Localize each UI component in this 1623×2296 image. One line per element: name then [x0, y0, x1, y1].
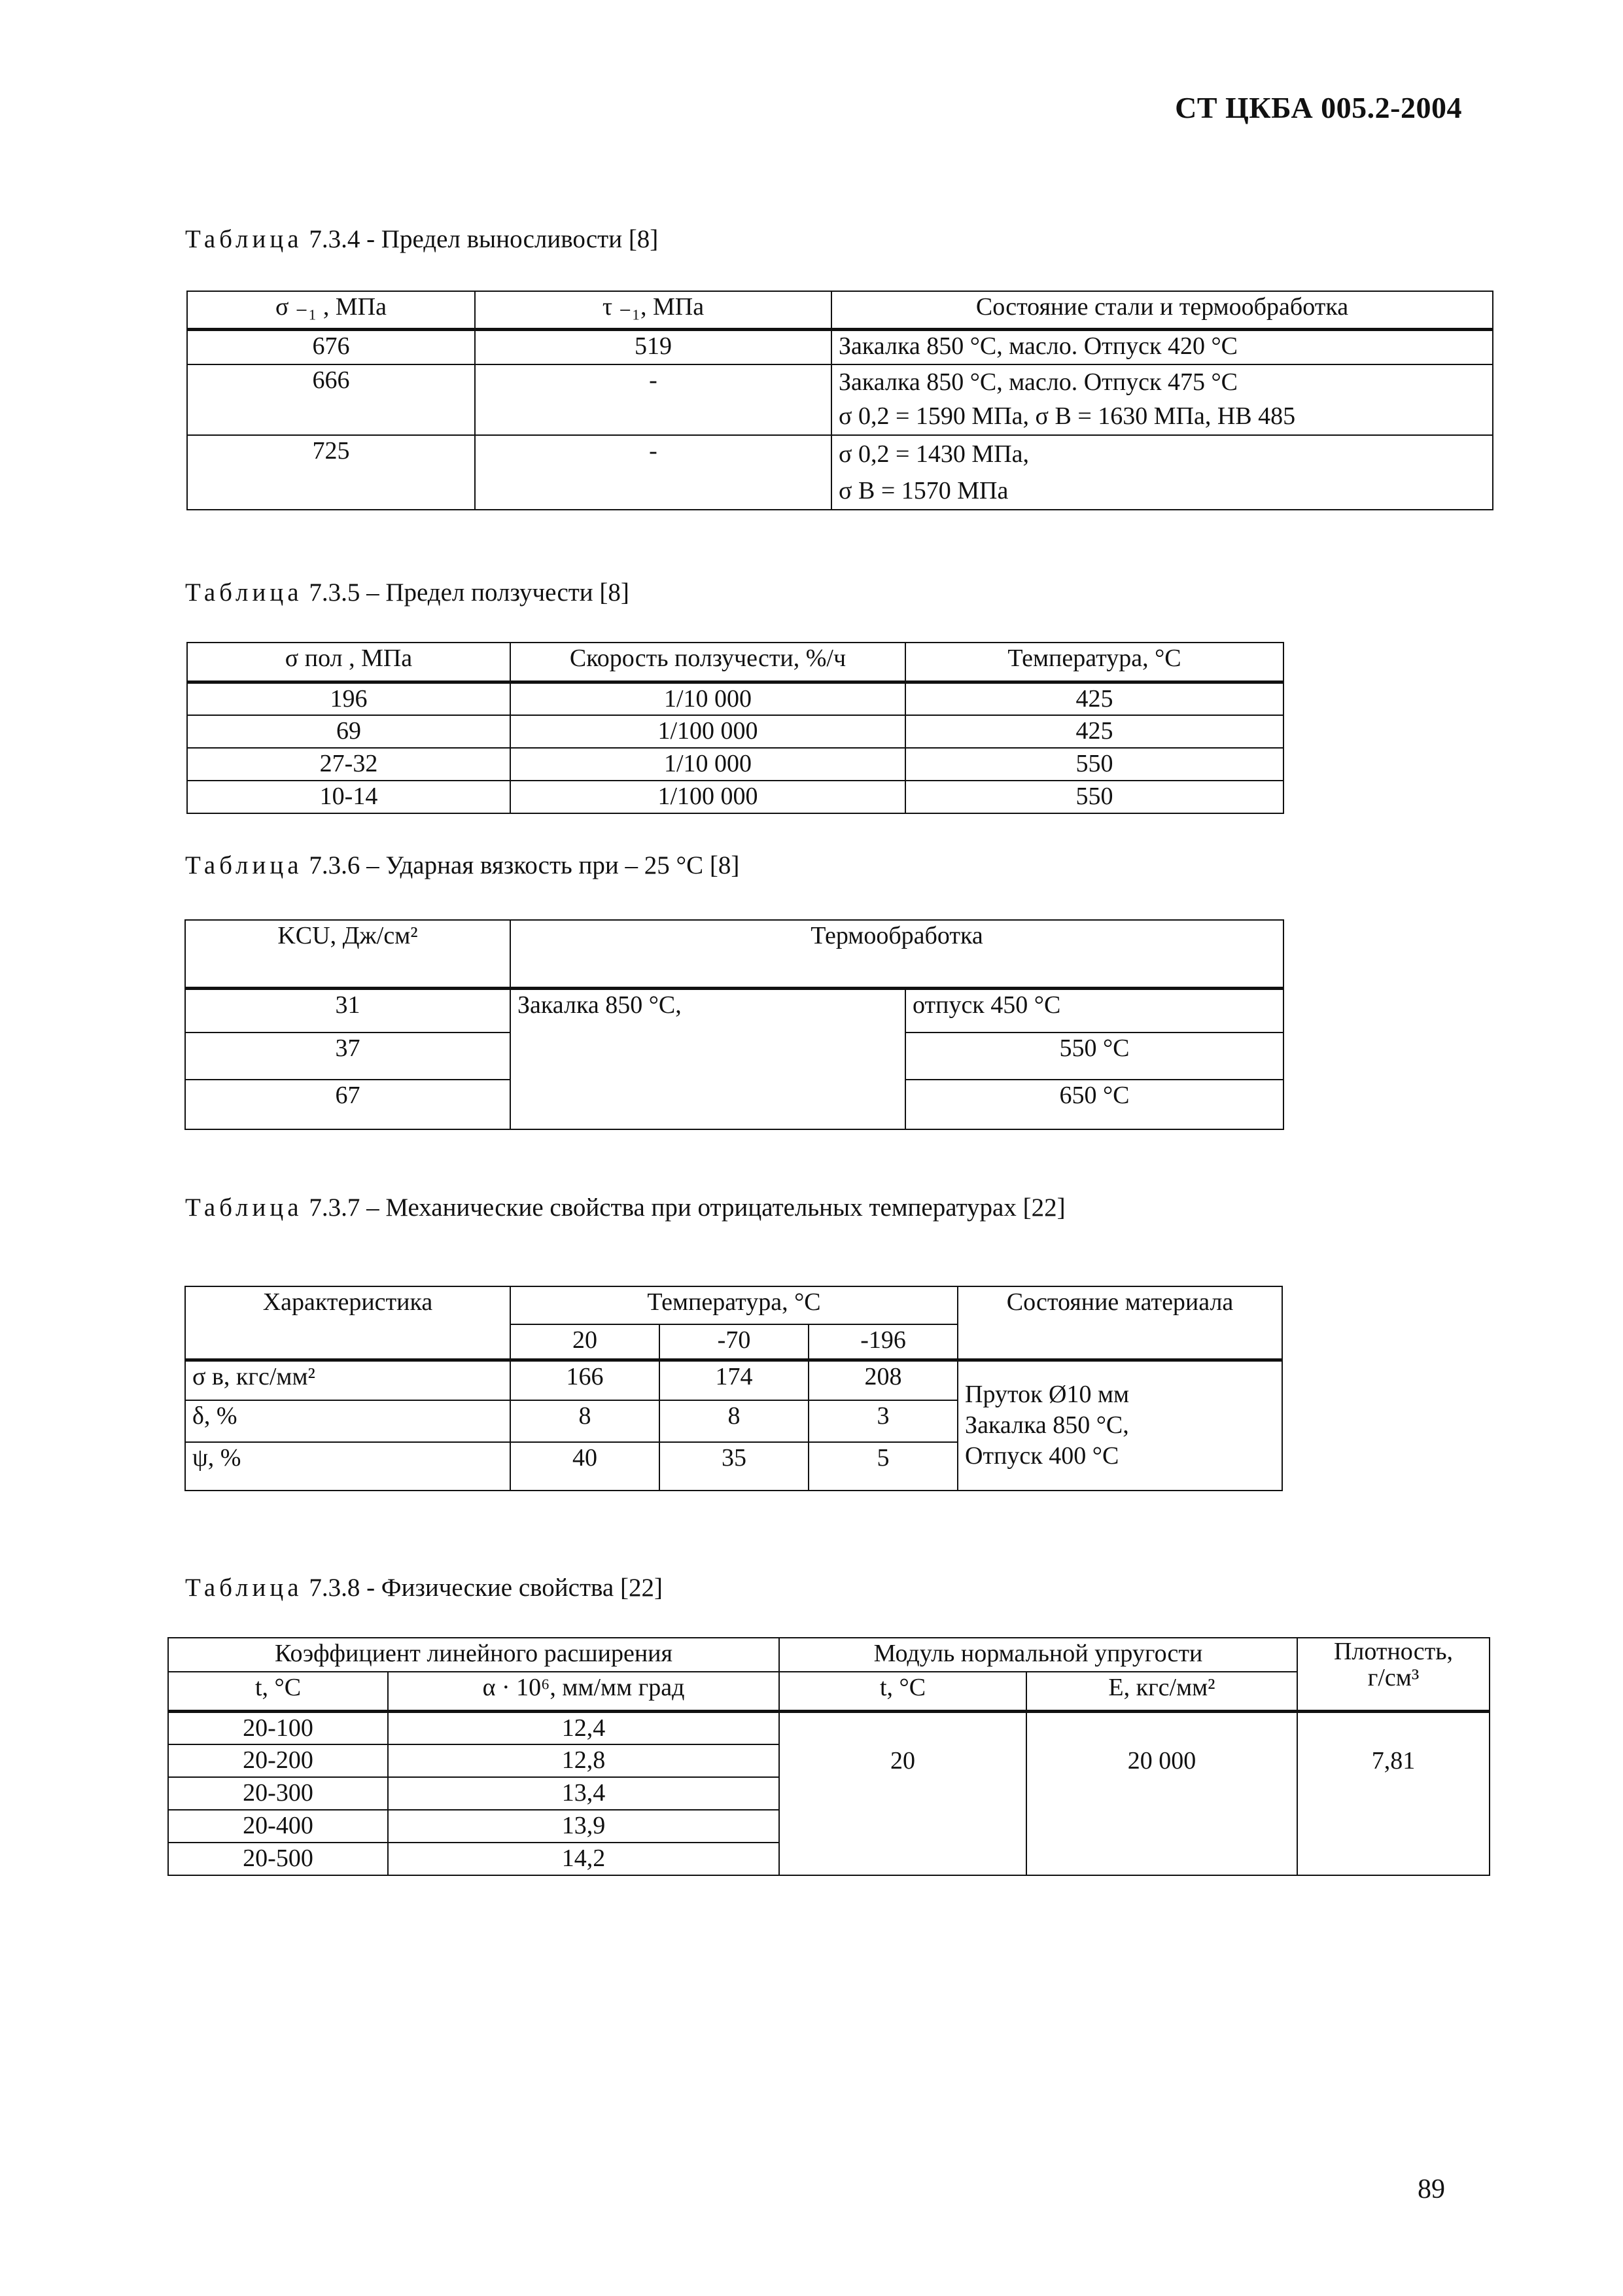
- header-characteristic: Характеристика: [185, 1286, 510, 1360]
- header-density-unit: г/см³: [1367, 1664, 1420, 1691]
- cell-mod-t: 20: [779, 1711, 1026, 1875]
- cell-sigma: 666: [187, 364, 475, 435]
- cell-value: 5: [809, 1442, 958, 1491]
- table-row: [185, 988, 1283, 1033]
- caption-title: 7.3.6 – Ударная вязкость при – 25 °С [8]: [309, 851, 740, 879]
- cell-value: 174: [659, 1360, 809, 1400]
- cell-state-line: Закалка 850 °С, масло. Отпуск 475 °С: [839, 368, 1238, 396]
- header-temperature: Температура, °С: [510, 1286, 958, 1324]
- header-material-state: Состояние материала: [958, 1286, 1282, 1360]
- cell-state-line: σ 0,2 = 1430 МПа,: [839, 440, 1030, 468]
- table-row: [185, 1360, 1282, 1400]
- cell-state-line: σ В = 1570 МПа: [839, 477, 1009, 504]
- cell: 425: [905, 715, 1283, 748]
- cell-value: 208: [809, 1360, 958, 1400]
- cell-mod-e: 20 000: [1026, 1711, 1297, 1875]
- table-7-3-8: [167, 1637, 1490, 1876]
- cell-sigma: 676: [187, 329, 475, 364]
- caption-label: Таблица: [185, 578, 303, 607]
- table-row: [187, 748, 1283, 781]
- cell: 425: [905, 682, 1283, 715]
- cell: 1/100 000: [510, 781, 905, 813]
- header-t2: t, °С: [779, 1672, 1026, 1711]
- header-temp-value: 20: [510, 1324, 659, 1360]
- cell-alpha: 12,8: [388, 1744, 779, 1777]
- cell-state: [831, 435, 1493, 510]
- cell-density: 7,81: [1297, 1711, 1490, 1875]
- cell-tau: 519: [475, 329, 831, 364]
- header-temperature: Температура, °С: [905, 643, 1283, 682]
- caption-label: Таблица: [185, 1193, 303, 1222]
- cell: 1/10 000: [510, 682, 905, 715]
- table-7-3-5: [186, 642, 1284, 814]
- cell-temp-range: 20-200: [168, 1744, 388, 1777]
- cell: 10-14: [187, 781, 510, 813]
- header-sigma-creep: σ пол , МПа: [187, 643, 510, 682]
- cell-value: 166: [510, 1360, 659, 1400]
- page-number: 89: [1418, 2174, 1445, 2204]
- header-kcu: KCU, Дж/см²: [185, 920, 510, 988]
- header-state: Состояние стали и термообработка: [831, 291, 1493, 329]
- cell-sigma: 725: [187, 435, 475, 510]
- cell-kcu: 67: [185, 1080, 510, 1129]
- cell-state-line: σ 0,2 = 1590 МПа, σ В = 1630 МПа, НВ 485: [839, 402, 1296, 430]
- caption-label: Таблица: [185, 1574, 303, 1602]
- header-expansion-coef: Коэффициент линейного расширения: [168, 1638, 779, 1672]
- cell-state: [831, 329, 1493, 364]
- cell: 550: [905, 748, 1283, 781]
- header-density: [1297, 1638, 1490, 1711]
- cell-value: 8: [510, 1400, 659, 1442]
- table-row: [187, 781, 1283, 813]
- header-temp-value: -70: [659, 1324, 809, 1360]
- table-7-3-7: [184, 1286, 1283, 1491]
- header-tau: τ ₋₁, МПа: [475, 291, 831, 329]
- table-7-3-5-caption: [185, 578, 629, 607]
- cell-value: 40: [510, 1442, 659, 1491]
- cell-temper: отпуск 450 °С: [905, 988, 1283, 1033]
- table-7-3-4-caption: [185, 224, 658, 254]
- cell: 1/10 000: [510, 748, 905, 781]
- cell-characteristic: ψ, %: [185, 1442, 510, 1491]
- header-temp-value: -196: [809, 1324, 958, 1360]
- cell-temper: 650 °С: [905, 1080, 1283, 1129]
- cell-alpha: 14,2: [388, 1843, 779, 1875]
- table-row: [187, 435, 1493, 510]
- header-heat-treatment: Термообработка: [510, 920, 1283, 988]
- state-line: Пруток Ø10 мм: [965, 1381, 1130, 1409]
- cell-temp-range: 20-100: [168, 1711, 388, 1744]
- table-7-3-7-caption: [185, 1193, 1066, 1222]
- table-row: [187, 329, 1493, 364]
- cell-alpha: 13,4: [388, 1777, 779, 1810]
- table-7-3-4: [186, 291, 1493, 510]
- caption-title: 7.3.5 – Предел ползучести [8]: [309, 578, 629, 607]
- cell-characteristic: σ в, кгс/мм²: [185, 1360, 510, 1400]
- cell-tau: -: [475, 435, 831, 510]
- caption-title: 7.3.7 – Механические свойства при отрицательных температурах [22]: [309, 1193, 1066, 1222]
- cell: 69: [187, 715, 510, 748]
- caption-label: Таблица: [185, 851, 303, 879]
- cell-kcu: 31: [185, 988, 510, 1033]
- cell-alpha: 13,9: [388, 1810, 779, 1843]
- caption-label: Таблица: [185, 225, 303, 253]
- cell-material-state: [958, 1360, 1282, 1491]
- cell-temp-range: 20-500: [168, 1843, 388, 1875]
- cell-temp-range: 20-300: [168, 1777, 388, 1810]
- cell-value: 3: [809, 1400, 958, 1442]
- header-density-line: Плотность,: [1333, 1638, 1454, 1665]
- table-row: [187, 364, 1493, 435]
- table-row: [168, 1711, 1490, 1744]
- cell-value: 8: [659, 1400, 809, 1442]
- table-7-3-6-caption: [185, 851, 739, 880]
- cell-temp-range: 20-400: [168, 1810, 388, 1843]
- caption-title: 7.3.8 - Физические свойства [22]: [309, 1574, 663, 1602]
- cell: 1/100 000: [510, 715, 905, 748]
- caption-title: 7.3.4 - Предел выносливости [8]: [309, 225, 659, 253]
- table-row: [187, 715, 1283, 748]
- cell-quench: Закалка 850 °С,: [510, 988, 905, 1129]
- table-7-3-8-caption: [185, 1573, 663, 1602]
- header-sigma: σ ₋₁ , МПа: [187, 291, 475, 329]
- cell-characteristic: δ, %: [185, 1400, 510, 1442]
- table-row: [187, 682, 1283, 715]
- cell-temper: 550 °С: [905, 1033, 1283, 1080]
- state-line: Закалка 850 °С,: [965, 1411, 1129, 1439]
- header-t: t, °С: [168, 1672, 388, 1711]
- cell: 196: [187, 682, 510, 715]
- cell: 27-32: [187, 748, 510, 781]
- header-elastic-modulus: Модуль нормальной упругости: [779, 1638, 1297, 1672]
- table-7-3-6: [184, 919, 1284, 1130]
- header-alpha: α · 10⁶, мм/мм град: [388, 1672, 779, 1711]
- state-line: Отпуск 400 °С: [965, 1442, 1119, 1470]
- cell-state-line: Закалка 850 °С, масло. Отпуск 420 °С: [839, 332, 1238, 360]
- cell-alpha: 12,4: [388, 1711, 779, 1744]
- cell: 550: [905, 781, 1283, 813]
- header-creep-rate: Скорость ползучести, %/ч: [510, 643, 905, 682]
- cell-state: [831, 364, 1493, 435]
- cell-value: 35: [659, 1442, 809, 1491]
- document-code: СТ ЦКБА 005.2-2004: [1175, 91, 1462, 124]
- header-e: Е, кгс/мм²: [1026, 1672, 1297, 1711]
- cell-kcu: 37: [185, 1033, 510, 1080]
- cell-tau: -: [475, 364, 831, 435]
